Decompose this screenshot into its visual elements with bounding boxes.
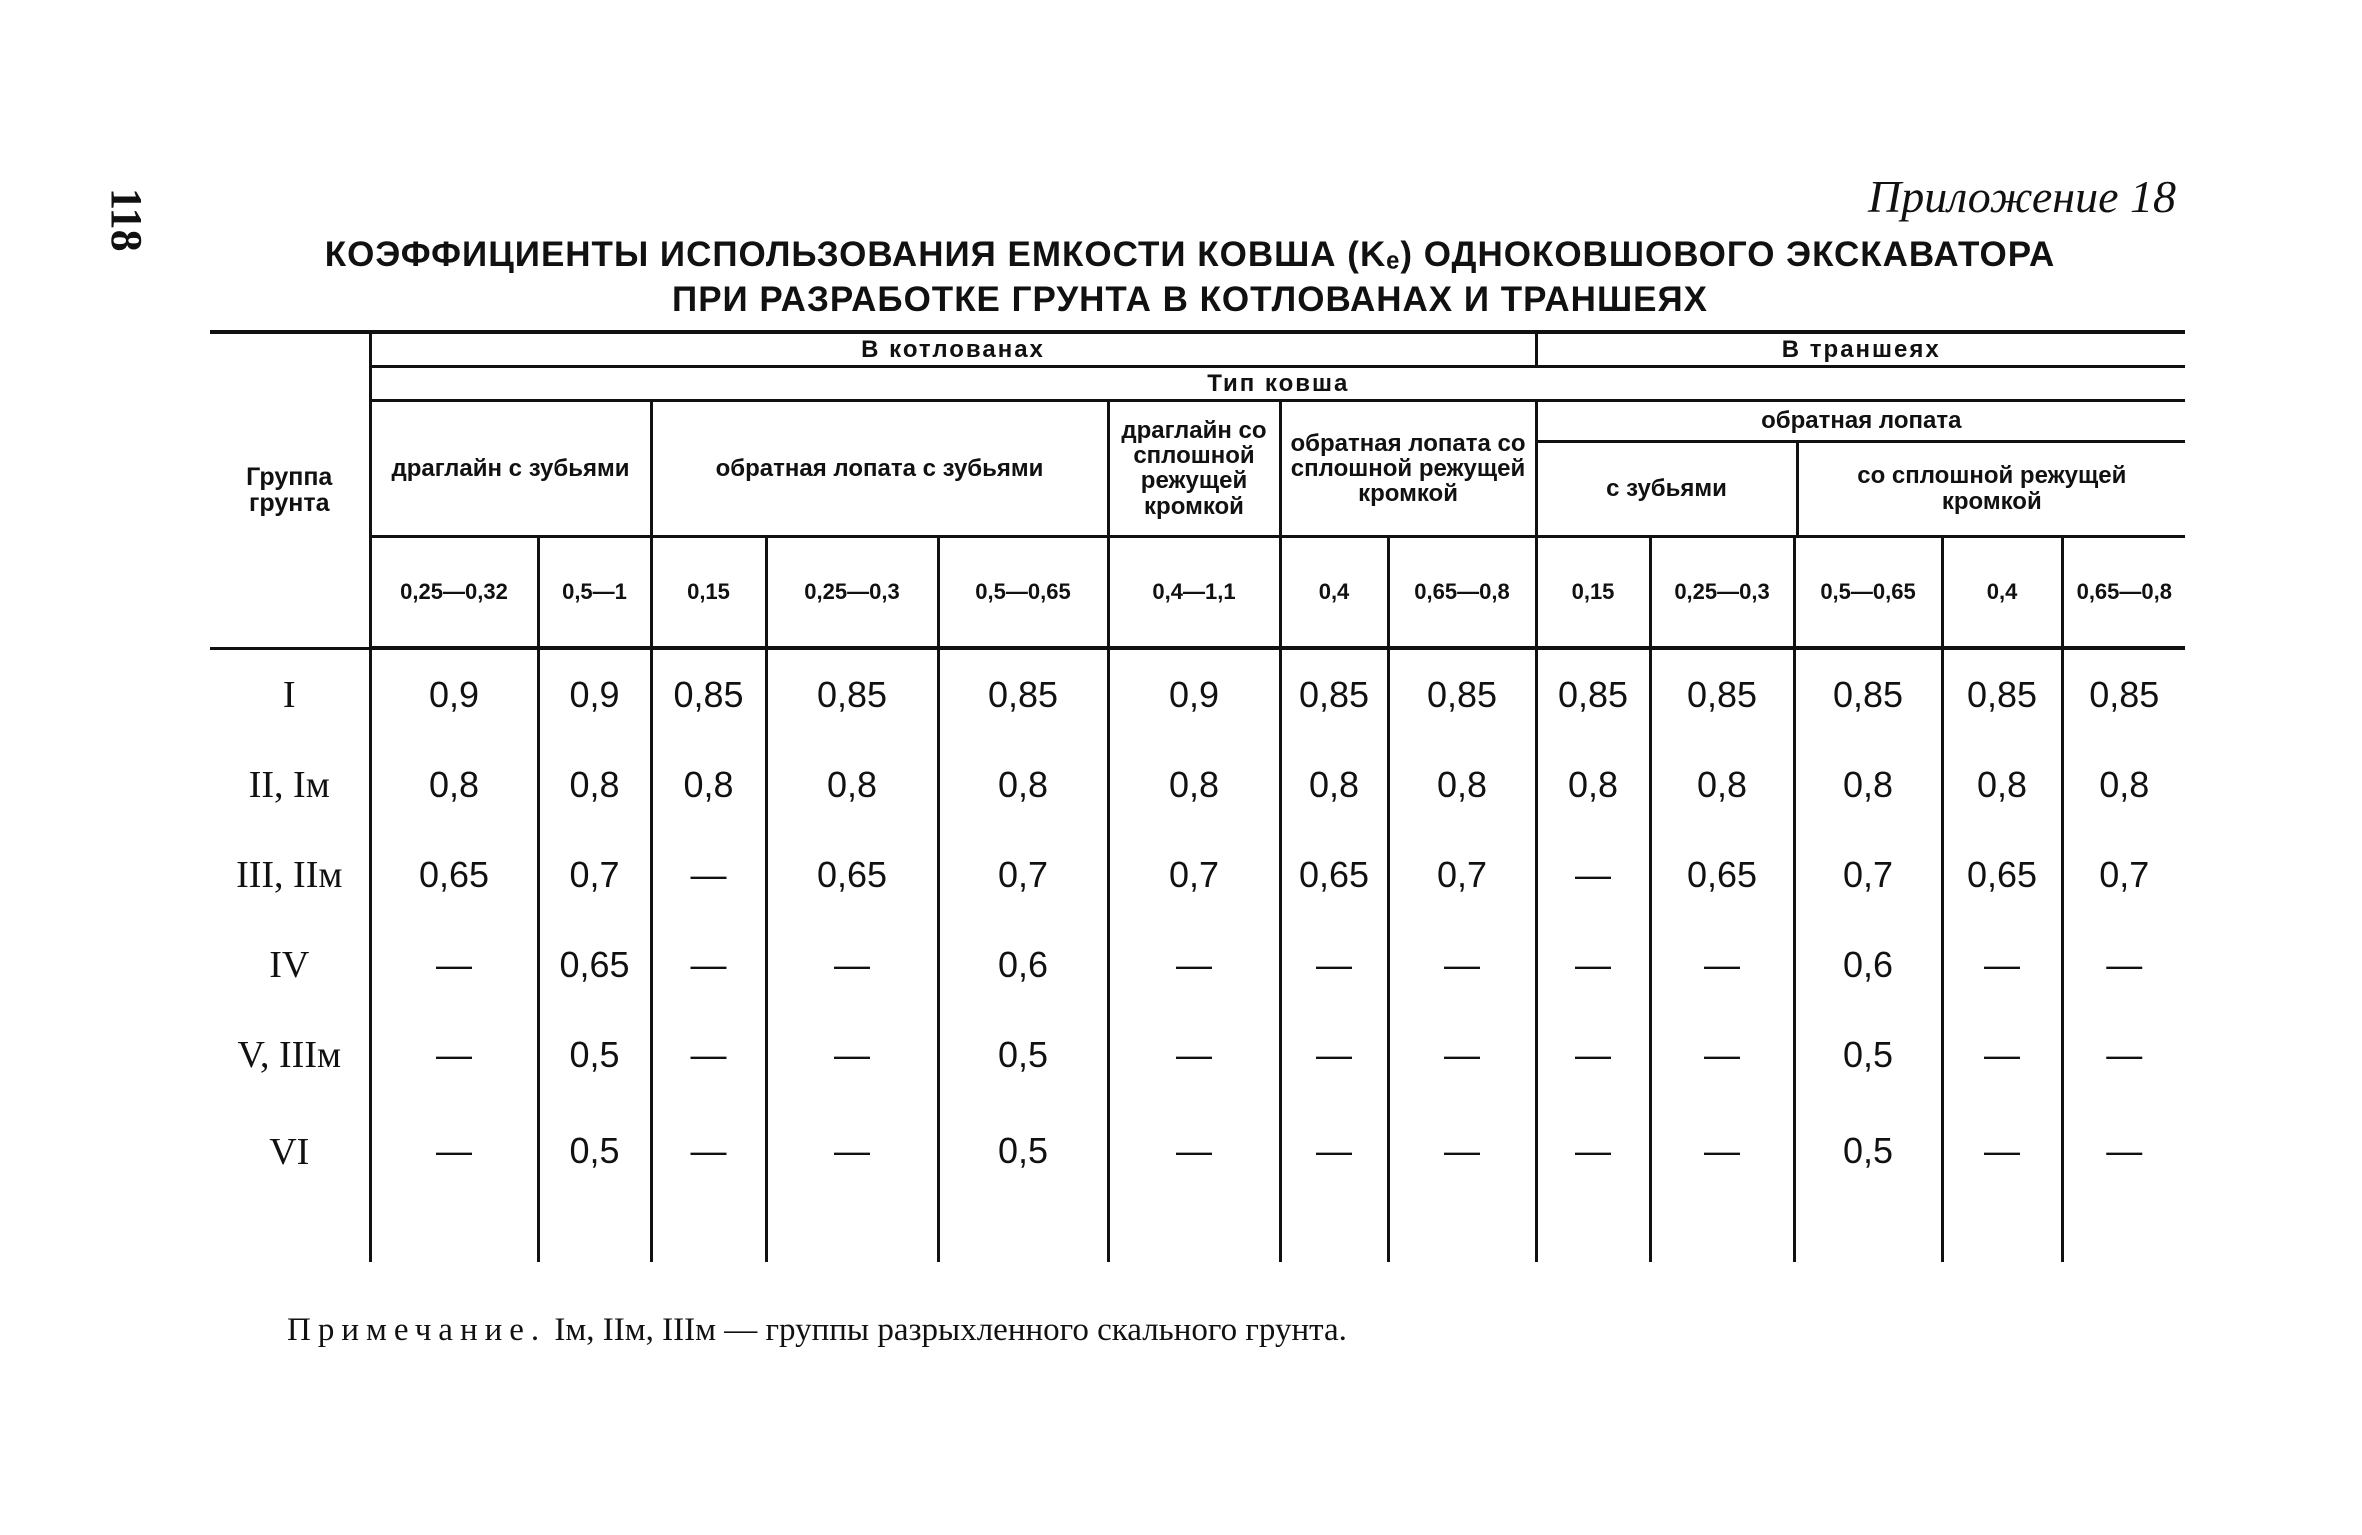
coefficient-cell: 0,85 xyxy=(1794,648,1942,740)
table-row xyxy=(210,648,2185,740)
header-backhoe-solid: обратная лопата со сплошной режущей кромкой xyxy=(1280,401,1536,536)
coefficient-cell: 0,8 xyxy=(938,740,1108,830)
table-row xyxy=(210,740,2185,830)
coefficient-cell: 0,7 xyxy=(538,830,651,920)
coefficient-cell: 0,7 xyxy=(938,830,1108,920)
coefficient-cell: — xyxy=(651,920,766,1010)
coefficient-cell: — xyxy=(1388,1100,1536,1262)
coefficient-cell: 0,9 xyxy=(370,648,538,740)
coefficient-cell: — xyxy=(2062,1010,2185,1100)
header-solid-edge: со сплошной режущей кромкой xyxy=(1796,443,2186,535)
coefficient-cell: 0,85 xyxy=(1280,648,1388,740)
coefficient-cell: 0,9 xyxy=(1108,648,1280,740)
header-dragline-solid: драглайн со сплошной режущей кромкой xyxy=(1108,401,1280,536)
coefficient-cell: — xyxy=(2062,1100,2185,1262)
capacity-header: 0,4 xyxy=(1942,536,2062,648)
coefficient-cell: 0,5 xyxy=(1794,1010,1942,1100)
coefficient-cell: 0,85 xyxy=(1536,648,1650,740)
coefficient-cell: 0,5 xyxy=(938,1010,1108,1100)
capacity-header: 0,15 xyxy=(651,536,766,648)
capacity-header: 0,15 xyxy=(1536,536,1650,648)
coefficient-cell: 0,7 xyxy=(1388,830,1536,920)
coefficient-cell: — xyxy=(1108,1100,1280,1262)
coefficient-cell: — xyxy=(766,1010,938,1100)
coefficient-cell: 0,65 xyxy=(1650,830,1794,920)
table-row xyxy=(210,1010,2185,1100)
header-with-teeth: с зубьями xyxy=(1606,474,1727,502)
coefficient-cell: — xyxy=(1942,1010,2062,1100)
coefficient-cell: — xyxy=(1388,920,1536,1010)
soil-group-cell: VI xyxy=(269,1131,310,1174)
coefficient-cell: — xyxy=(1650,920,1794,1010)
coefficient-cell: — xyxy=(1388,1010,1536,1100)
coefficient-cell: 0,8 xyxy=(1388,740,1536,830)
coefficient-cell: 0,8 xyxy=(538,740,651,830)
coefficient-cell: — xyxy=(370,920,538,1010)
coefficient-cell: — xyxy=(1942,1100,2062,1262)
soil-group-cell: III, IIм xyxy=(236,854,343,897)
coefficient-cell: 0,6 xyxy=(938,920,1108,1010)
capacity-header: 0,4 xyxy=(1280,536,1388,648)
soil-group-cell: IV xyxy=(269,944,310,987)
soil-group-cell: V, IIIм xyxy=(237,1034,342,1077)
coefficient-cell: — xyxy=(766,1100,938,1262)
table-row xyxy=(210,1100,2185,1262)
header-backhoe: обратная лопата xyxy=(1538,402,2186,442)
capacity-header: 0,5—1 xyxy=(538,536,651,648)
coefficient-cell: 0,8 xyxy=(1942,740,2062,830)
header-bucket-type: Тип ковша xyxy=(370,367,2185,401)
coefficient-cell: 0,5 xyxy=(538,1100,651,1262)
coefficient-cell: 0,65 xyxy=(370,830,538,920)
coefficient-cell: — xyxy=(651,1010,766,1100)
coefficient-cell: 0,8 xyxy=(766,740,938,830)
coefficient-cell: — xyxy=(370,1010,538,1100)
coefficient-cell: 0,85 xyxy=(1650,648,1794,740)
coefficient-cell: 0,85 xyxy=(2062,648,2185,740)
coefficient-cell: 0,8 xyxy=(1280,740,1388,830)
note-text: Iм, IIм, IIIм — группы разрыхленного скального грунта. xyxy=(546,1312,1347,1348)
coefficient-cell: 0,5 xyxy=(938,1100,1108,1262)
note-label: Примечание. xyxy=(287,1312,547,1348)
coefficient-cell: — xyxy=(1536,830,1650,920)
coefficient-cell: — xyxy=(1536,1100,1650,1262)
coefficient-cell: 0,7 xyxy=(1108,830,1280,920)
coefficient-cell: 0,8 xyxy=(370,740,538,830)
coefficient-cell: 0,7 xyxy=(1794,830,1942,920)
capacity-header: 0,25—0,32 xyxy=(370,536,538,648)
coefficient-cell: — xyxy=(766,920,938,1010)
coefficient-cell: 0,8 xyxy=(2062,740,2185,830)
coefficient-cell: — xyxy=(1280,1100,1388,1262)
coefficient-cell: 0,8 xyxy=(1650,740,1794,830)
coefficient-cell: 0,65 xyxy=(1280,830,1388,920)
coefficient-cell: 0,85 xyxy=(1942,648,2062,740)
coefficient-cell: 0,8 xyxy=(1108,740,1280,830)
header-backhoe-teeth: обратная лопата с зубьями xyxy=(651,401,1108,536)
header-backhoe-sub xyxy=(1538,443,2186,535)
coefficient-cell: 0,8 xyxy=(1794,740,1942,830)
coefficient-cell: — xyxy=(1650,1010,1794,1100)
coefficients-table xyxy=(210,330,2185,1262)
capacity-header: 0,5—0,65 xyxy=(1794,536,1942,648)
soil-group-cell: I xyxy=(282,673,296,716)
coefficient-cell: 0,8 xyxy=(651,740,766,830)
coefficient-cell: 0,85 xyxy=(651,648,766,740)
header-dragline-teeth: драглайн с зубьями xyxy=(370,401,651,536)
appendix-label: Приложение 18 xyxy=(1867,171,2176,222)
coefficient-cell: 0,5 xyxy=(538,1010,651,1100)
coefficient-cell: — xyxy=(1280,1010,1388,1100)
coefficient-cell: — xyxy=(1108,920,1280,1010)
table-note xyxy=(287,1312,1347,1349)
coefficient-cell: — xyxy=(1942,920,2062,1010)
capacity-header: 0,5—0,65 xyxy=(938,536,1108,648)
coefficient-cell: 0,9 xyxy=(538,648,651,740)
coefficient-cell: 0,65 xyxy=(1942,830,2062,920)
header-in-trenches: В траншеях xyxy=(1536,332,2185,367)
coefficient-cell: 0,7 xyxy=(2062,830,2185,920)
coefficient-cell: 0,85 xyxy=(938,648,1108,740)
capacity-header: 0,4—1,1 xyxy=(1108,536,1280,648)
coefficient-cell: 0,65 xyxy=(538,920,651,1010)
capacity-header: 0,65—0,8 xyxy=(1388,536,1536,648)
page-number: 118 xyxy=(102,188,151,252)
coefficient-cell: 0,85 xyxy=(766,648,938,740)
capacity-header: 0,25—0,3 xyxy=(766,536,938,648)
title-line-1: КОЭФФИЦИЕНТЫ ИСПОЛЬЗОВАНИЯ ЕМКОСТИ КОВША (Kₑ) ОДНОКОВШОВОГО ЭКСКАВАТОРА xyxy=(324,235,2056,274)
group-header: Группа грунта xyxy=(210,332,370,648)
coefficient-cell: 0,65 xyxy=(766,830,938,920)
coefficient-cell: — xyxy=(2062,920,2185,1010)
coefficient-cell: — xyxy=(1536,1010,1650,1100)
header-backhoe-group xyxy=(1536,401,2185,536)
capacity-header: 0,65—0,8 xyxy=(2062,536,2185,648)
header-in-pits: В котлованах xyxy=(370,332,1536,367)
coefficient-cell: — xyxy=(651,830,766,920)
coefficient-cell: 0,8 xyxy=(1536,740,1650,830)
coefficient-cell: 0,6 xyxy=(1794,920,1942,1010)
table-row xyxy=(210,830,2185,920)
coefficient-cell: — xyxy=(1650,1100,1794,1262)
coefficient-cell: 0,5 xyxy=(1794,1100,1942,1262)
coefficient-cell: — xyxy=(370,1100,538,1262)
coefficient-cell: — xyxy=(1536,920,1650,1010)
title-line-2: ПРИ РАЗРАБОТКЕ ГРУНТА В КОТЛОВАНАХ И ТРАНШЕЯХ xyxy=(672,280,1708,319)
coefficient-cell: — xyxy=(1108,1010,1280,1100)
soil-group-cell: II, Iм xyxy=(248,764,330,807)
table-row xyxy=(210,920,2185,1010)
coefficient-cell: — xyxy=(651,1100,766,1262)
coefficient-cell: — xyxy=(1280,920,1388,1010)
coefficient-cell: 0,85 xyxy=(1388,648,1536,740)
capacity-header: 0,25—0,3 xyxy=(1650,536,1794,648)
